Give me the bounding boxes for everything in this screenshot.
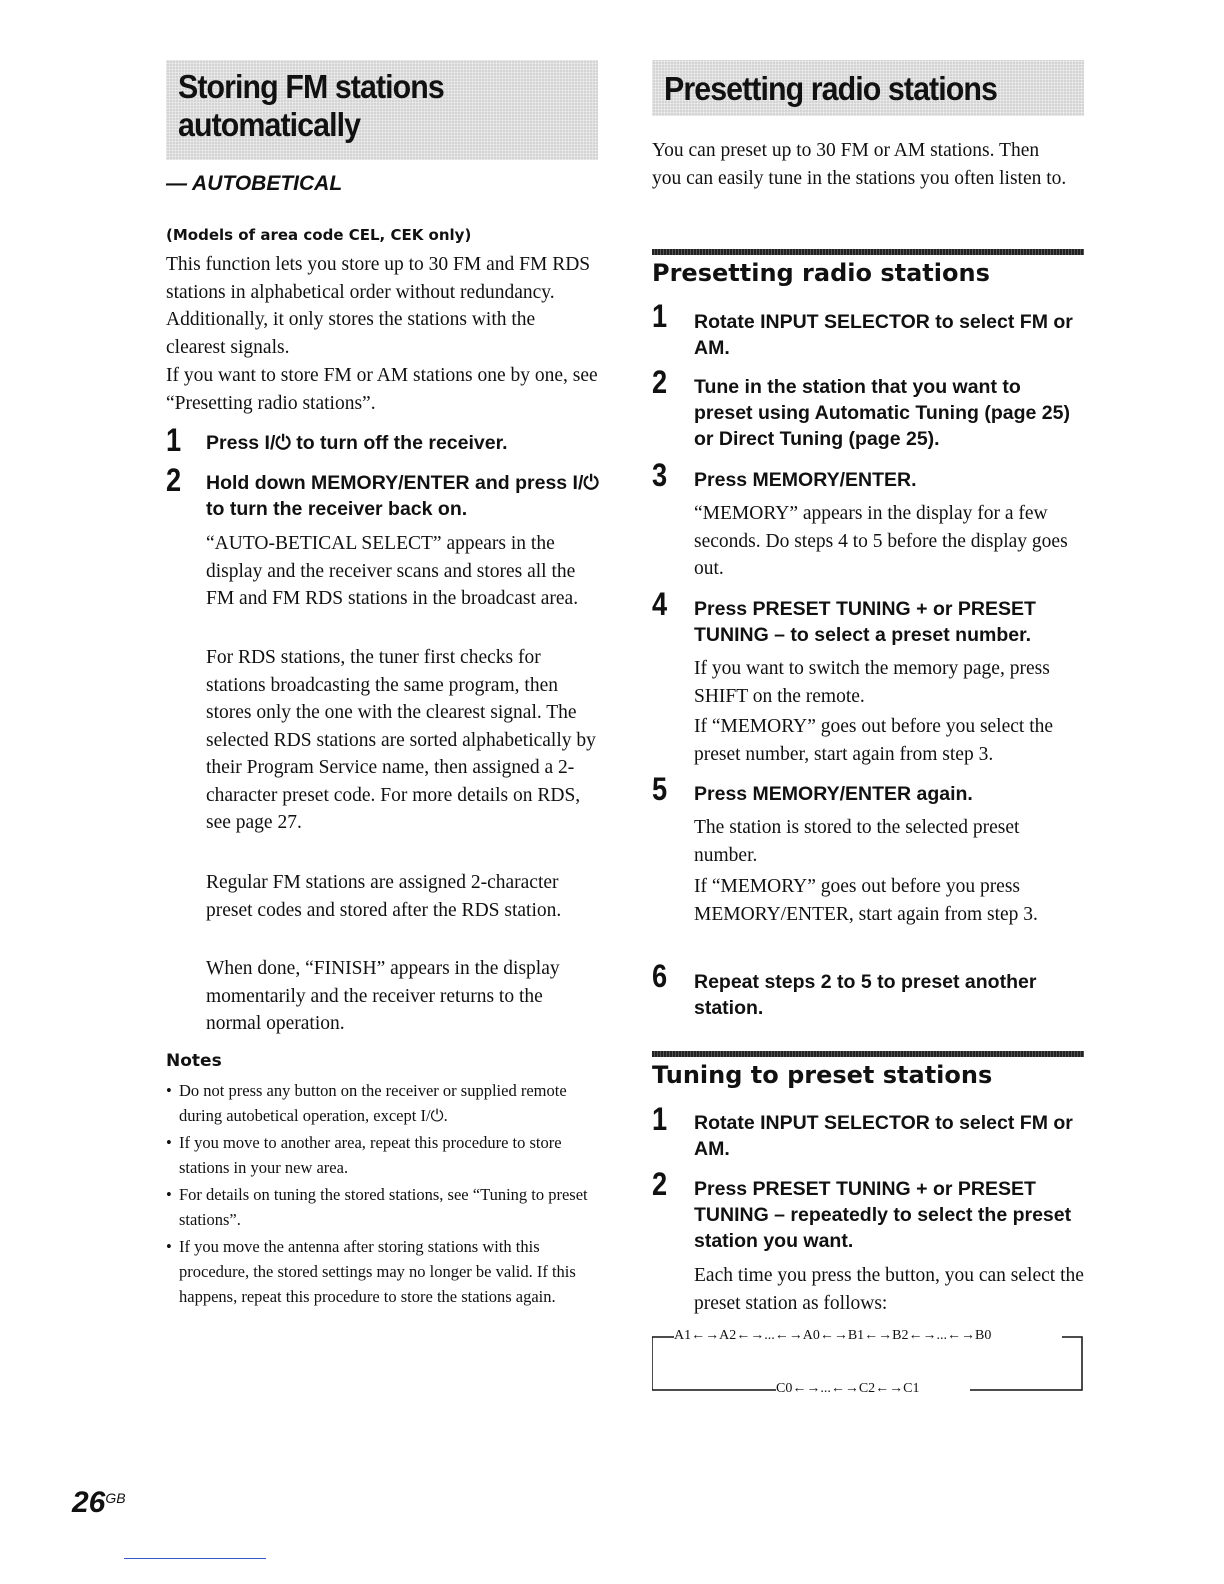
bullet-icon: • xyxy=(166,1237,172,1256)
banner-line: Presetting radio stations xyxy=(664,70,997,107)
list-item xyxy=(166,1078,598,1128)
bullet-icon: • xyxy=(166,1185,172,1204)
step-number: 2 xyxy=(652,364,668,400)
banner-line-2: automatically xyxy=(178,106,361,143)
step-number: 3 xyxy=(652,457,668,493)
banner-line-1: Storing FM stations xyxy=(178,68,444,105)
step-body: If “MEMORY” goes out before you select the preset number, start again from step 3. xyxy=(694,716,1054,765)
step-title: Hold down MEMORY/ENTER and press I/⏻ to turn the receiver back on. xyxy=(206,472,599,520)
intro-paragraph-right: You can preset up to 30 FM or AM stations. Then you can easily tune in the stations you often listen to. xyxy=(652,140,1067,189)
step-number: 2 xyxy=(166,462,182,498)
step-title: Rotate INPUT SELECTOR to select FM or AM. xyxy=(694,1112,1073,1160)
models-note: (Models of area code CEL, CEK only) xyxy=(166,226,472,244)
step-number: 2 xyxy=(652,1166,668,1202)
step-number: 1 xyxy=(652,1101,668,1137)
section-title-tuning: Tuning to preset stations xyxy=(652,1061,993,1089)
step-body: When done, “FINISH” appears in the display momentarily and the receiver returns to the normal operation. xyxy=(206,958,560,1034)
step-title: Repeat steps 2 to 5 to preset another station. xyxy=(694,971,1037,1019)
banner-presetting xyxy=(652,60,1084,116)
step-title: Press MEMORY/ENTER. xyxy=(694,469,917,491)
intro-paragraph: This function lets you store up to 30 FM and FM RDS stations in alphabetical order without redundancy. Additionally, it only stores the stations with the clearest signals. xyxy=(166,254,591,358)
step-body: Regular FM stations are assigned 2-character preset codes and stored after the RDS station. xyxy=(206,872,562,921)
intro-paragraph-2: If you want to store FM or AM stations one by one, see “Presetting radio stations”. xyxy=(166,365,598,414)
step-body: If “MEMORY” goes out before you press MEMORY/ENTER, start again from step 3. xyxy=(694,876,1038,925)
page-number-suffix: GB xyxy=(105,1490,126,1506)
notes-list xyxy=(166,1078,598,1311)
step-number: 1 xyxy=(166,422,182,458)
bullet-icon: • xyxy=(166,1133,172,1152)
step-body: The station is stored to the selected preset number. xyxy=(694,817,1020,866)
section-divider xyxy=(652,249,1084,255)
step-title: Press MEMORY/ENTER again. xyxy=(694,783,973,805)
step-title: Press I/⏻ to turn off the receiver. xyxy=(206,432,508,454)
step-number: 4 xyxy=(652,586,668,622)
step-body: If you want to switch the memory page, press SHIFT on the remote. xyxy=(694,658,1050,707)
subtitle-autobetical: — AUTOBETICAL xyxy=(166,172,343,195)
notes-title: Notes xyxy=(166,1051,222,1071)
step-body: “MEMORY” appears in the display for a few seconds. Do steps 4 to 5 before the display goes out. xyxy=(694,503,1068,579)
step-title: Tune in the station that you want to preset using Automatic Tuning (page 25) or Direct Tuning (page 25). xyxy=(694,376,1070,450)
list-item xyxy=(166,1130,598,1180)
step-body: For RDS stations, the tuner first checks for stations broadcasting the same program, then stores only the one with the clearest signal. The selected RDS stations are sorted alphabetically by their Program Service name, then assigned a 2-character preset code. For more details on RDS, see page 27. xyxy=(206,647,596,833)
step-number: 6 xyxy=(652,958,668,994)
step-number: 1 xyxy=(652,298,668,334)
page-number-value: 26 xyxy=(72,1486,106,1519)
step-title: Press PRESET TUNING + or PRESET TUNING – to select a preset number. xyxy=(694,598,1036,646)
footer-rule xyxy=(124,1558,266,1559)
sequence-row-bottom: C0←→...←→C2←→C1 xyxy=(776,1381,920,1396)
step-body: Each time you press the button, you can select the preset station as follows: xyxy=(694,1265,1084,1314)
step-number: 5 xyxy=(652,771,668,807)
note-text: Do not press any button on the receiver or supplied remote during autobetical operation, except I/⏻. xyxy=(179,1081,567,1125)
note-text: If you move to another area, repeat this procedure to store stations in your new area. xyxy=(179,1133,562,1177)
section-title-presetting: Presetting radio stations xyxy=(652,259,990,287)
list-item xyxy=(166,1234,598,1309)
step-title: Rotate INPUT SELECTOR to select FM or AM. xyxy=(694,311,1073,359)
note-text: For details on tuning the stored stations, see “Tuning to preset stations”. xyxy=(179,1185,588,1229)
banner-storing-fm xyxy=(166,60,598,160)
note-text: If you move the antenna after storing stations with this procedure, the stored settings may no longer be valid. If this happens, repeat this procedure to store the stations again. xyxy=(179,1237,576,1306)
sequence-row-top: A1←→A2←→...←→A0←→B1←→B2←→...←→B0 xyxy=(674,1328,992,1343)
list-item xyxy=(166,1182,598,1232)
step-body: “AUTO-BETICAL SELECT” appears in the display and the receiver scans and stores all the FM and FM RDS stations in the broadcast area. xyxy=(206,533,579,609)
bullet-icon: • xyxy=(166,1081,172,1100)
page-number xyxy=(72,1486,126,1520)
section-divider xyxy=(652,1051,1084,1057)
preset-sequence-diagram xyxy=(652,1328,1084,1396)
step-title: Press PRESET TUNING + or PRESET TUNING – repeatedly to select the preset station you want. xyxy=(694,1178,1072,1252)
